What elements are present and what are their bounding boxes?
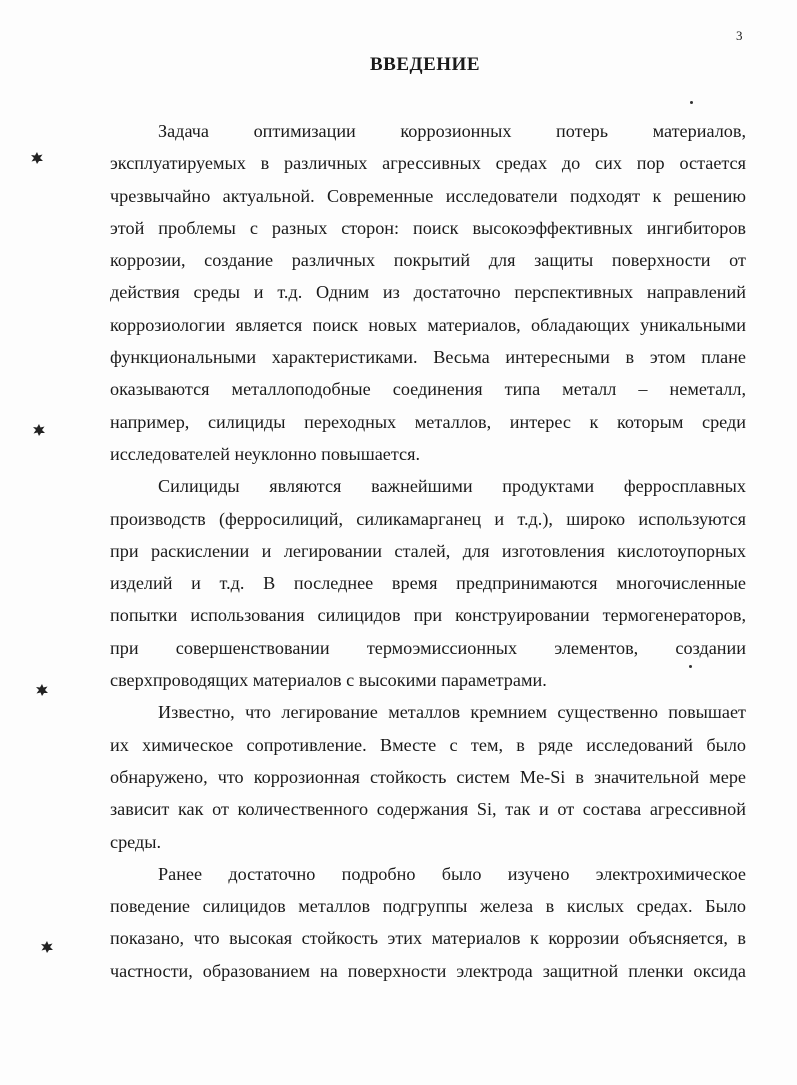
text-line: сверхпроводящих материалов с высокими параметрами.	[110, 670, 547, 691]
text-line: показано, что высокая стойкость этих материалов к коррозии объясняется, в	[110, 928, 746, 949]
body-text	[110, 115, 746, 987]
text-line: исследователей неуклонно повышается.	[110, 443, 421, 464]
scan-blot-mark	[30, 151, 44, 165]
text-line: поведение силицидов металлов подгруппы железа в кислых средах. Было	[110, 896, 746, 917]
scan-blot-mark	[35, 683, 49, 697]
scan-blot-mark	[32, 423, 46, 437]
paragraph	[110, 858, 746, 987]
text-line: действия среды и т.д. Одним из достаточно перспективных направлений	[110, 282, 746, 303]
text-line: Ранее достаточно подробно было изучено электрохимическое	[158, 863, 746, 884]
text-line: оказываются металлоподобные соединения типа металл – неметалл,	[110, 379, 746, 400]
text-line: Известно, что легирование металлов кремнием существенно повышает	[158, 702, 746, 723]
page-number: 3	[736, 28, 743, 43]
scan-speck	[690, 101, 693, 104]
text-line: эксплуатируемых в различных агрессивных средах до сих пор остается	[110, 153, 746, 174]
text-line: этой проблемы с разных сторон: поиск высокоэффективных ингибиторов	[110, 217, 746, 238]
paragraph	[110, 470, 746, 696]
text-line: при раскислении и легировании сталей, для изготовления кислотоупорных	[110, 540, 746, 561]
text-line: попытки использования силицидов при конструировании термогенераторов,	[110, 605, 746, 626]
text-line: обнаружено, что коррозионная стойкость систем Me-Si в значительной мере	[110, 766, 746, 787]
section-title: ВВЕДЕНИЕ	[370, 54, 480, 75]
paragraph	[110, 696, 746, 857]
text-line: функциональными характеристиками. Весьма интересными в этом плане	[110, 347, 746, 368]
text-line: производств (ферросилиций, силикамарганец и т.д.), широко используются	[110, 508, 746, 529]
paragraph	[110, 115, 746, 470]
text-line: коррозии, создание различных покрытий для защиты поверхности от	[110, 250, 746, 271]
text-line: Задача оптимизации коррозионных потерь материалов,	[158, 121, 746, 141]
text-line: Силициды являются важнейшими продуктами ферросплавных	[158, 476, 746, 497]
text-line: зависит как от количественного содержания Si, так и от состава агрессивной	[110, 799, 746, 820]
scan-blot-mark	[40, 940, 54, 954]
text-line: при совершенствовании термоэмиссионных элементов, создании	[110, 637, 746, 658]
text-line: чрезвычайно актуальной. Современные исследователи подходят к решению	[110, 185, 746, 206]
text-line: частности, образованием на поверхности электрода защитной пленки оксида	[110, 960, 746, 981]
text-line: коррозиологии является поиск новых материалов, обладающих уникальными	[110, 314, 746, 335]
text-line: например, силициды переходных металлов, интерес к которым среди	[110, 411, 746, 432]
text-line: среды.	[110, 831, 162, 852]
text-line: их химическое сопротивление. Вместе с тем, в ряде исследований было	[110, 734, 746, 755]
text-line: изделий и т.д. В последнее время предпринимаются многочисленные	[110, 573, 746, 594]
